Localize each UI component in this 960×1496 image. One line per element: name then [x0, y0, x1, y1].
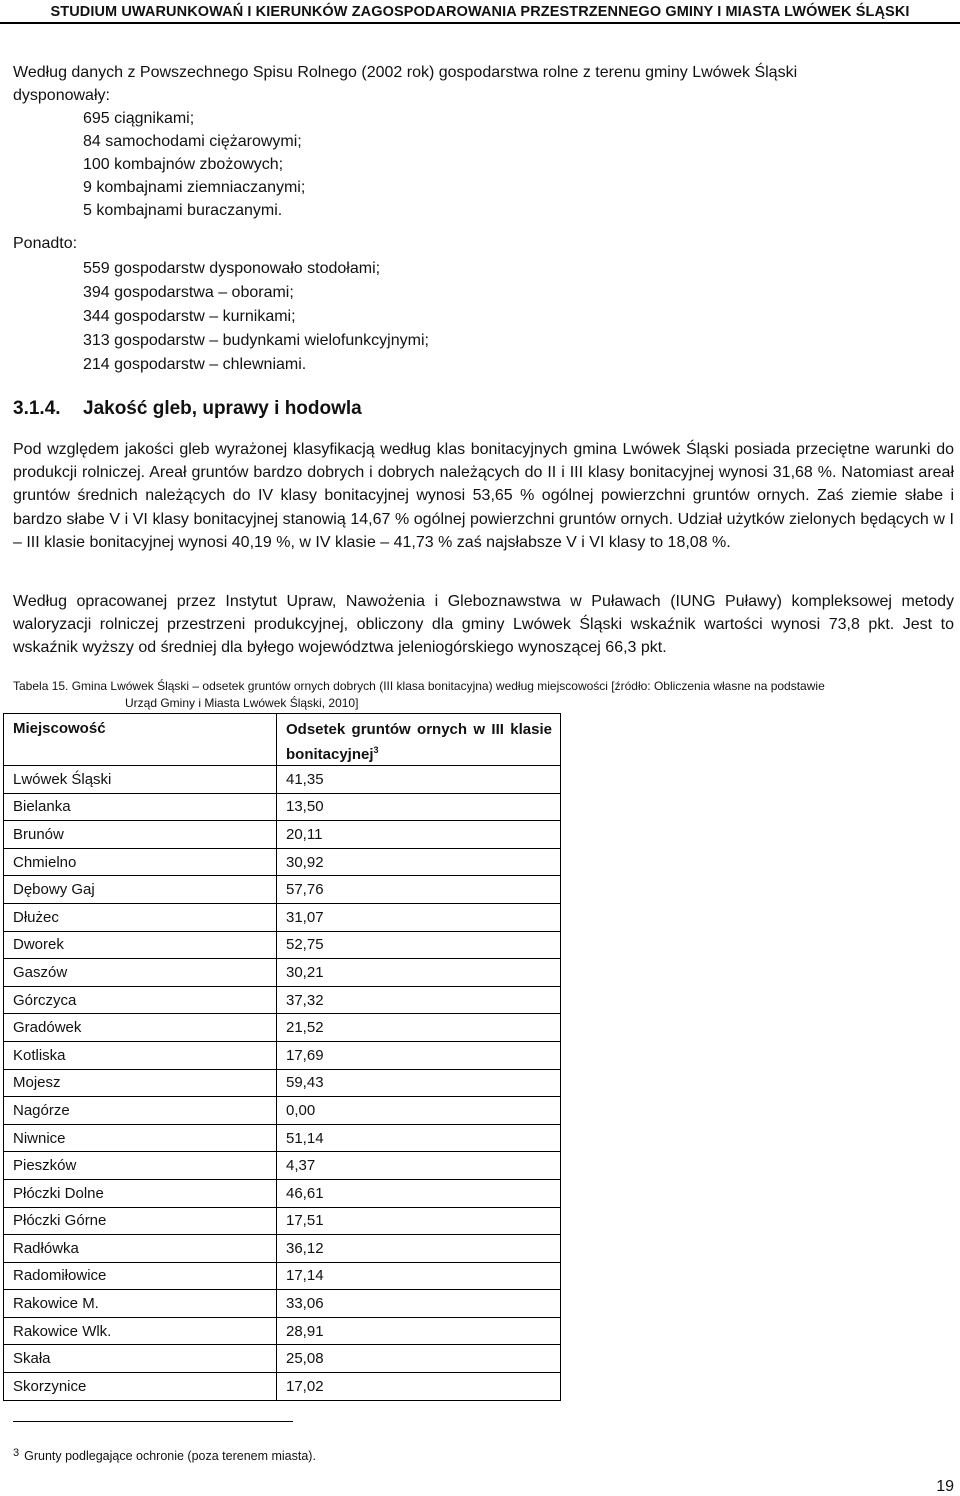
locality-cell: Dębowy Gaj: [4, 876, 277, 904]
share-value-cell: 13,50: [277, 793, 561, 821]
table-row: [4, 1317, 561, 1345]
machine-item: 9 kombajnami ziemniaczanymi;: [83, 179, 306, 196]
column-header-share-text: Odsetek gruntów ornych w III klasie bonitacyjnej: [286, 721, 552, 763]
table-row: [4, 848, 561, 876]
iung-paragraph: Według opracowanej przez Instytut Upraw, Nawożenia i Gleboznawstwa w Puławach (IUNG Puławy) kompleksowej metody waloryzacji rolniczej przestrzeni produkcyjnej, obliczony dla gminy Lwówek Śląski wskaźnik wartości wynosi 73,8 pkt. Jest to wskaźnik wyższy od średniej dla byłego województwa jeleniogórskiego wynoszącej 66,3 pkt.: [13, 593, 954, 657]
soil-class-table: [3, 713, 561, 1401]
locality-cell: Skorzynice: [4, 1373, 277, 1401]
locality-cell: Dworek: [4, 931, 277, 959]
column-header-share: [277, 714, 561, 766]
building-item: 559 gospodarstw dysponowało stodołami;: [83, 260, 381, 277]
locality-cell: Chmielno: [4, 848, 277, 876]
share-value-cell: 52,75: [277, 931, 561, 959]
locality-cell: Płóczki Dolne: [4, 1179, 277, 1207]
intro-line-1: Według danych z Powszechnego Spisu Rolnego (2002 rok) gospodarstwa rolne z terenu gminy Lwówek Śląski: [13, 64, 798, 81]
building-item: 394 gospodarstwa – oborami;: [83, 284, 294, 301]
locality-cell: Gradówek: [4, 1014, 277, 1042]
building-item: 214 gospodarstw – chlewniami.: [83, 356, 307, 373]
footnote-separator: [13, 1421, 293, 1422]
share-value-cell: 51,14: [277, 1124, 561, 1152]
table-row: [4, 821, 561, 849]
locality-cell: Skała: [4, 1345, 277, 1373]
table-row: [4, 1373, 561, 1401]
section-title: Jakość gleb, uprawy i hodowla: [83, 398, 362, 419]
table-row: [4, 959, 561, 987]
building-item: 313 gospodarstw – budynkami wielofunkcyjnymi;: [83, 332, 429, 349]
footnote-text: Grunty podlegające ochronie (poza terenem miasta).: [24, 1449, 316, 1463]
document-title: STUDIUM UWARUNKOWAŃ I KIERUNKÓW ZAGOSPODAROWANIA PRZESTRZENNEGO GMINY I MIASTA LWÓWEK ŚLĄSKI: [50, 4, 910, 20]
locality-cell: Bielanka: [4, 793, 277, 821]
share-value-cell: 31,07: [277, 903, 561, 931]
table-row: [4, 1097, 561, 1125]
locality-cell: Nagórze: [4, 1097, 277, 1125]
intro-line-2: dysponowały:: [13, 87, 110, 104]
footnote-reference: 3: [373, 745, 379, 755]
table-row: [4, 1235, 561, 1263]
table-row: [4, 1179, 561, 1207]
locality-cell: Rakowice Wlk.: [4, 1317, 277, 1345]
share-value-cell: 17,51: [277, 1207, 561, 1235]
share-value-cell: 17,69: [277, 1041, 561, 1069]
table-row: [4, 766, 561, 794]
machine-item: 100 kombajnów zbożowych;: [83, 156, 284, 173]
share-value-cell: 4,37: [277, 1152, 561, 1180]
locality-cell: Niwnice: [4, 1124, 277, 1152]
locality-cell: Płóczki Górne: [4, 1207, 277, 1235]
section-number: 3.1.4.: [13, 398, 61, 419]
table-row: [4, 793, 561, 821]
share-value-cell: 36,12: [277, 1235, 561, 1263]
table-row: [4, 931, 561, 959]
table-row: [4, 876, 561, 904]
share-value-cell: 28,91: [277, 1317, 561, 1345]
soil-quality-paragraph: Pod względem jakości gleb wyrażonej klasyfikacją według klas bonitacyjnych gmina Lwówek Śląski posiada przeciętne warunki do produkcji rolniczej. Areał gruntów bardzo dobrych i dobrych należących do II i III klasy bonitacyjnej wynosi 31,68 %. Natomiast areał gruntów średnich należących do IV klasy bonitacyjnej wynosi 53,65 % ogólnej powierzchni gruntów ornych. Zaś ziemie słabe i bardzo słabe V i VI klasy bonitacyjnej stanowią 14,67 % ogólnej powierzchni gruntów ornych. Udział użytków zielonych będących w I – III klasie bonitacyjnej wynosi 40,19 %, w IV klasie – 41,73 % zaś najsłabsze V i VI klasy to 18,08 %.: [13, 441, 954, 551]
share-value-cell: 46,61: [277, 1179, 561, 1207]
table-caption-line-2: Urząd Gminy i Miasta Lwówek Śląski, 2010]: [125, 695, 359, 710]
share-value-cell: 17,14: [277, 1262, 561, 1290]
locality-cell: Gaszów: [4, 959, 277, 987]
footnote: [13, 1449, 316, 1463]
machine-item: 695 ciągnikami;: [83, 110, 195, 127]
share-value-cell: 41,35: [277, 766, 561, 794]
locality-cell: Lwówek Śląski: [4, 766, 277, 794]
locality-cell: Kotliska: [4, 1041, 277, 1069]
table-row: [4, 1290, 561, 1318]
table-row: [4, 986, 561, 1014]
ponadto-label: Ponadto:: [13, 235, 78, 252]
share-value-cell: 33,06: [277, 1290, 561, 1318]
footnote-mark: 3: [13, 1447, 20, 1459]
share-value-cell: 30,92: [277, 848, 561, 876]
page-header: [0, 0, 960, 24]
share-value-cell: 0,00: [277, 1097, 561, 1125]
column-header-locality: Miejscowość: [4, 714, 277, 766]
share-value-cell: 20,11: [277, 821, 561, 849]
section-heading: [13, 398, 362, 420]
share-value-cell: 25,08: [277, 1345, 561, 1373]
share-value-cell: 30,21: [277, 959, 561, 987]
locality-cell: Mojesz: [4, 1069, 277, 1097]
share-value-cell: 57,76: [277, 876, 561, 904]
table-row: [4, 1069, 561, 1097]
table-row: [4, 1207, 561, 1235]
locality-cell: Radłówka: [4, 1235, 277, 1263]
share-value-cell: 37,32: [277, 986, 561, 1014]
share-value-cell: 59,43: [277, 1069, 561, 1097]
locality-cell: Dłużec: [4, 903, 277, 931]
table-row: [4, 1345, 561, 1373]
table-caption-line-1: Tabela 15. Gmina Lwówek Śląski – odsetek gruntów ornych dobrych (III klasa bonitacyjna) według miejscowości [źródło: Obliczenia własne na podstawie: [13, 679, 825, 693]
building-item: 344 gospodarstw – kurnikami;: [83, 308, 296, 325]
locality-cell: Radomiłowice: [4, 1262, 277, 1290]
locality-cell: Rakowice M.: [4, 1290, 277, 1318]
locality-cell: Pieszków: [4, 1152, 277, 1180]
table-body: [4, 766, 561, 1401]
page-number: 19: [936, 1478, 954, 1495]
machine-item: 84 samochodami ciężarowymi;: [83, 133, 302, 150]
locality-cell: Brunów: [4, 821, 277, 849]
share-value-cell: 21,52: [277, 1014, 561, 1042]
table-row: [4, 1014, 561, 1042]
table-row: [4, 1152, 561, 1180]
table-header-row: [4, 714, 561, 766]
machine-item: 5 kombajnami buraczanymi.: [83, 202, 283, 219]
table-row: [4, 1041, 561, 1069]
table-row: [4, 1124, 561, 1152]
table-caption: [13, 678, 954, 711]
table-row: [4, 1262, 561, 1290]
table-row: [4, 903, 561, 931]
locality-cell: Górczyca: [4, 986, 277, 1014]
share-value-cell: 17,02: [277, 1373, 561, 1401]
